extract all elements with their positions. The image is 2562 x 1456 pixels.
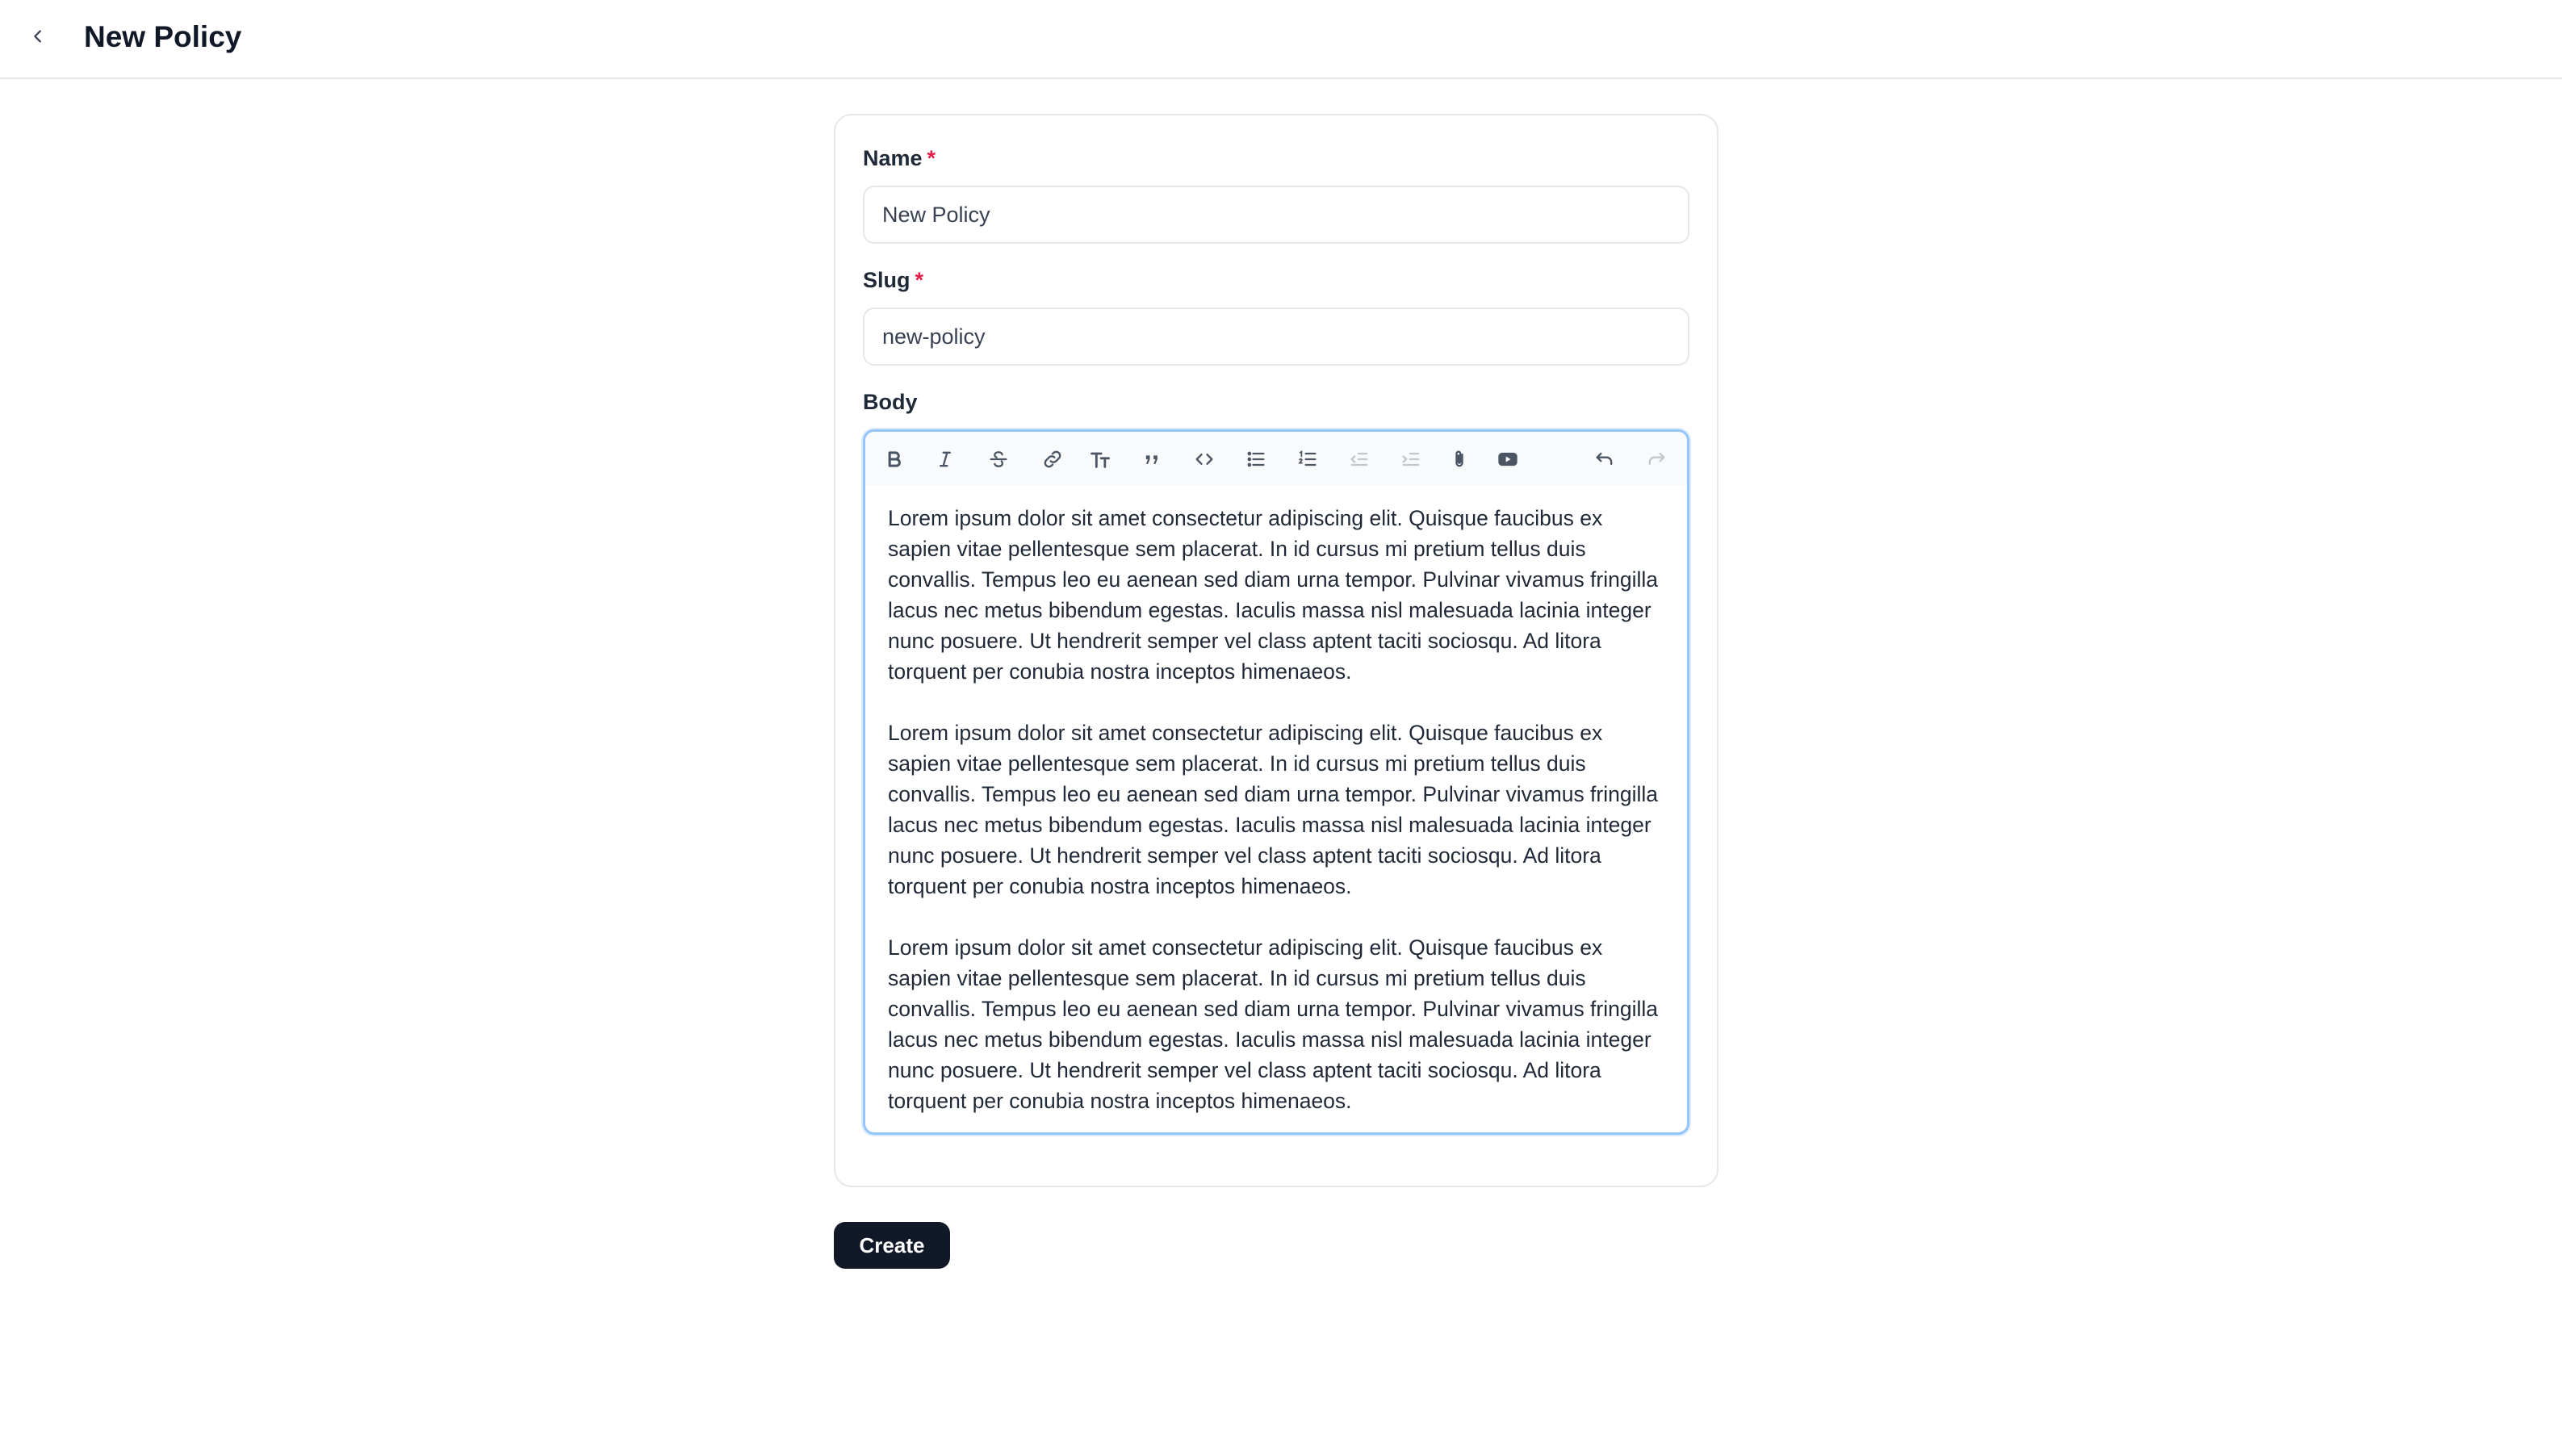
indent-button[interactable] bbox=[1393, 441, 1429, 477]
heading-button[interactable] bbox=[1082, 441, 1118, 477]
quote-button[interactable] bbox=[1135, 441, 1170, 477]
strikethrough-icon bbox=[987, 448, 1010, 471]
body-label: Body bbox=[863, 390, 918, 414]
body-paragraph: Lorem ipsum dolor sit amet consectetur adipiscing elit. Quisque faucibus ex sapien vitae pellentesque sem placerat. In id cursus mi pretium tellus duis convallis. Tempus leo eu aenean sed diam urna tempor. Pulvinar vivamus fringilla lacus nec metus bibendum egestas. Iaculis massa nisl malesuada lacinia integer nunc posuere. Ut hendrerit semper vel class aptent taciti sociosqu. Ad litora torquent per conubia nostra inceptos himenaeos. bbox=[888, 506, 1659, 684]
name-label bbox=[863, 144, 936, 172]
bullet-list-button[interactable] bbox=[1238, 441, 1274, 477]
numbered-list-button[interactable] bbox=[1290, 441, 1325, 477]
page-header bbox=[0, 0, 2562, 79]
strikethrough-button[interactable] bbox=[981, 441, 1016, 477]
body-paragraph: Lorem ipsum dolor sit amet consectetur adipiscing elit. Quisque faucibus ex sapien vitae pellentesque sem placerat. In id cursus mi pretium tellus duis convallis. Tempus leo eu aenean sed diam urna tempor. Pulvinar vivamus fringilla lacus nec metus bibendum egestas. Iaculis massa nisl malesuada lacinia integer nunc posuere. Ut hendrerit semper vel class aptent taciti sociosqu. Ad litora torquent per conubia nostra inceptos himenaeos. bbox=[888, 935, 1659, 1113]
chevron-left-icon bbox=[29, 27, 47, 45]
youtube-button[interactable] bbox=[1490, 441, 1526, 477]
slug-input[interactable] bbox=[863, 308, 1689, 366]
editor-content[interactable] bbox=[888, 503, 1668, 1135]
create-button[interactable]: Create bbox=[834, 1222, 950, 1269]
undo-icon bbox=[1593, 448, 1616, 471]
bold-icon bbox=[883, 448, 906, 471]
editor-toolbar bbox=[865, 432, 1687, 485]
required-mark: * bbox=[915, 268, 924, 292]
name-input[interactable] bbox=[863, 186, 1689, 244]
body-paragraph: Lorem ipsum dolor sit amet consectetur adipiscing elit. Quisque faucibus ex sapien vitae pellentesque sem placerat. In id cursus mi pretium tellus duis convallis. Tempus leo eu aenean sed diam urna tempor. Pulvinar vivamus fringilla lacus nec metus bibendum egestas. Iaculis massa nisl malesuada lacinia integer nunc posuere. Ut hendrerit semper vel class aptent taciti sociosqu. Ad litora torquent per conubia nostra inceptos himenaeos. bbox=[888, 721, 1659, 898]
italic-button[interactable] bbox=[927, 441, 963, 477]
code-button[interactable] bbox=[1187, 441, 1222, 477]
heading-icon bbox=[1089, 448, 1111, 471]
undo-button[interactable] bbox=[1587, 441, 1622, 477]
bullet-list-icon bbox=[1245, 448, 1267, 471]
redo-icon bbox=[1645, 448, 1668, 471]
body-editor[interactable] bbox=[863, 429, 1689, 1135]
bold-button[interactable] bbox=[877, 441, 912, 477]
code-icon bbox=[1193, 448, 1216, 471]
youtube-icon bbox=[1497, 448, 1519, 471]
redo-button[interactable] bbox=[1639, 441, 1674, 477]
name-label-text: Name bbox=[863, 146, 923, 170]
attachment-icon bbox=[1448, 448, 1471, 471]
back-button[interactable] bbox=[23, 21, 53, 52]
attachment-button[interactable] bbox=[1442, 441, 1477, 477]
outdent-button[interactable] bbox=[1342, 441, 1377, 477]
link-button[interactable] bbox=[1035, 441, 1070, 477]
slug-label-text: Slug bbox=[863, 268, 911, 292]
page-title: New Policy bbox=[84, 20, 242, 53]
outdent-icon bbox=[1348, 448, 1371, 471]
italic-icon bbox=[934, 448, 957, 471]
indent-icon bbox=[1400, 448, 1422, 471]
required-mark: * bbox=[927, 146, 936, 170]
numbered-list-icon bbox=[1296, 448, 1319, 471]
quote-icon bbox=[1141, 448, 1164, 471]
slug-label bbox=[863, 266, 923, 294]
link-icon bbox=[1041, 448, 1064, 471]
